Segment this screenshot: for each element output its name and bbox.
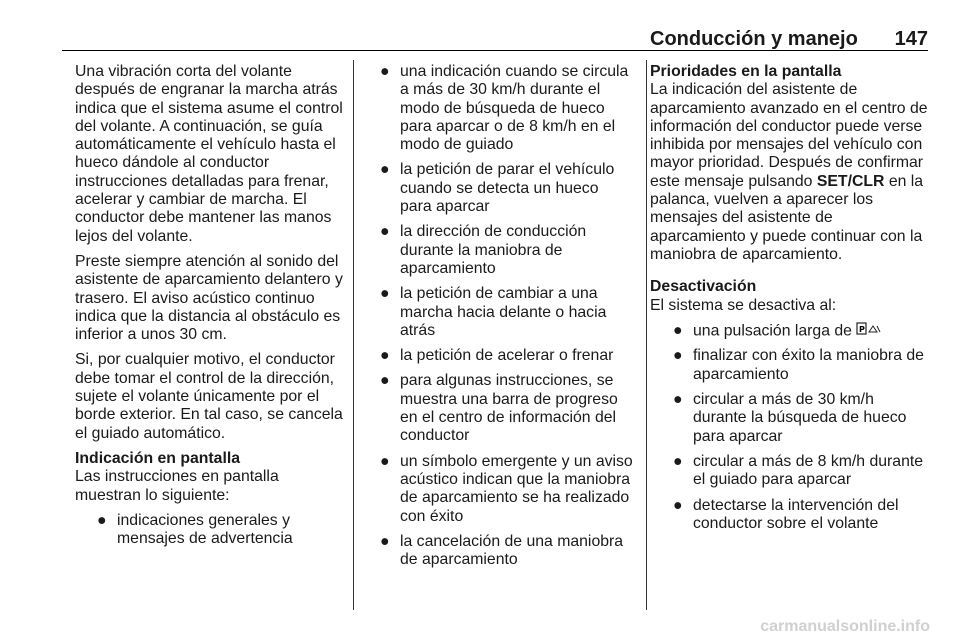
bullet-list bbox=[380, 63, 634, 569]
bullet-icon: ● bbox=[673, 321, 683, 339]
bullet-icon: ● bbox=[673, 391, 683, 409]
bullet-icon: ● bbox=[380, 285, 390, 303]
section-heading: Prioridades en la pantalla bbox=[650, 63, 842, 80]
header-rule bbox=[62, 50, 928, 51]
list-item-text: finalizar con éxito la maniobra de aparcamiento bbox=[693, 347, 924, 383]
section-title: Conducción y manejo bbox=[650, 27, 858, 50]
svg-text:P: P bbox=[859, 324, 866, 334]
list-item-text: la cancelación de una maniobra de aparcamiento bbox=[400, 532, 624, 569]
list-item-text: la petición de acelerar o frenar bbox=[400, 347, 614, 365]
bullet-icon: ● bbox=[380, 63, 390, 80]
paragraph: Las instrucciones en pantalla muestran lo siguiente: bbox=[75, 468, 279, 504]
list-item-text: la dirección de conducción durante la maniobra de aparcamiento bbox=[400, 223, 587, 277]
watermark: carmanualsonline.info bbox=[760, 618, 930, 635]
list-item-text: circular a más de 8 km/h durante el guiado para aparcar bbox=[693, 452, 924, 489]
list-item-text: circular a más de 30 km/h durante la búsqueda de hueco para aparcar bbox=[693, 391, 907, 445]
list-item bbox=[673, 452, 930, 490]
list-item bbox=[380, 452, 634, 526]
bullet-icon: ● bbox=[380, 161, 390, 179]
bullet-list bbox=[97, 511, 343, 549]
list-item bbox=[97, 511, 343, 549]
list-item bbox=[380, 161, 634, 216]
paragraph: El sistema se desactiva al: bbox=[650, 296, 837, 314]
column-3 bbox=[650, 63, 930, 540]
list-item-text: un símbolo emergente y un aviso acústico indican que la maniobra de aparcamiento se ha realizado con éxito bbox=[400, 452, 633, 525]
parking-assist-icon bbox=[856, 322, 882, 340]
bullet-icon: ● bbox=[380, 223, 390, 241]
list-item-text: para algunas instrucciones, se muestra una barra de progreso en el centro de información del conductor bbox=[400, 372, 618, 445]
paragraph: Si, por cualquier motivo, el conductor debe tomar el control de la dirección, sujete el volante únicamente por el borde exterior. En tal caso, se cancela el guiado automático. bbox=[75, 351, 343, 442]
bullet-list bbox=[673, 321, 930, 533]
paragraph: Una vibración corta del volante después de engranar la marcha atrás indica que el sistema asume el control del volante. A continuación, se guía automáticamente el vehículo hasta el hueco dándole al conductor instrucciones detalladas para frenar, acelerar y cambiar de marcha. El conductor debe mantener las manos lejos del volante. bbox=[75, 63, 343, 245]
column-divider-1 bbox=[353, 60, 354, 610]
bullet-icon: ● bbox=[380, 347, 390, 365]
list-item bbox=[673, 496, 930, 534]
list-item-text: la petición de cambiar a una marcha hacia delante o hacia atrás bbox=[400, 285, 607, 339]
list-item bbox=[380, 63, 634, 154]
section-heading: Desactivación bbox=[650, 278, 757, 296]
page-number: 147 bbox=[894, 27, 928, 50]
list-item bbox=[380, 372, 634, 445]
paragraph: Preste siempre atención al sonido del asistente de aparcamiento delantero y trasero. El aviso acústico continuo indica que la distancia al obstáculo es inferior a unos 30 cm. bbox=[75, 252, 343, 344]
column-1 bbox=[75, 63, 343, 555]
list-item-text: una indicación cuando se circula a más de 30 km/h durante el modo de búsqueda de hueco para aparcar o de 8 km/h en el modo de guiado bbox=[400, 63, 629, 154]
section-heading: Indicación en pantalla bbox=[75, 449, 241, 467]
list-item bbox=[380, 347, 634, 365]
paragraph bbox=[650, 81, 930, 264]
bullet-icon: ● bbox=[380, 532, 390, 550]
set-clr-label: SET/CLR bbox=[816, 172, 885, 190]
bullet-icon: ● bbox=[97, 511, 107, 529]
list-item-text: detectarse la intervención del conductor sobre el volante bbox=[693, 496, 899, 532]
list-item bbox=[380, 223, 634, 278]
bullet-icon: ● bbox=[380, 452, 390, 470]
list-item bbox=[673, 347, 930, 384]
paragraph-text: en la palanca, vuelven a aparecer los mensajes del asistente de aparcamiento y puede continuar con la maniobra de aparcamiento. bbox=[650, 172, 924, 263]
bullet-icon: ● bbox=[380, 372, 390, 390]
column-2 bbox=[376, 63, 634, 576]
bullet-icon: ● bbox=[673, 452, 683, 470]
column-divider-2 bbox=[646, 60, 647, 610]
list-item bbox=[380, 532, 634, 570]
bullet-icon: ● bbox=[673, 496, 683, 514]
page-header bbox=[650, 28, 928, 50]
list-item bbox=[380, 285, 634, 340]
list-item bbox=[673, 321, 930, 341]
list-item-text: indicaciones generales y mensajes de advertencia bbox=[117, 511, 293, 548]
list-item bbox=[673, 391, 930, 446]
list-item-text: la petición de parar el vehículo cuando se detecta un hueco para aparcar bbox=[400, 161, 615, 216]
bullet-icon: ● bbox=[673, 347, 683, 365]
list-item-text: una pulsación larga de bbox=[693, 322, 852, 340]
paragraph-text: La indicación del asistente de aparcamiento avanzado en el centro de información del conductor puede verse inhibida por mensajes del vehículo con mayor prioridad. Después de confirmar este mensaje pulsando bbox=[650, 81, 928, 190]
